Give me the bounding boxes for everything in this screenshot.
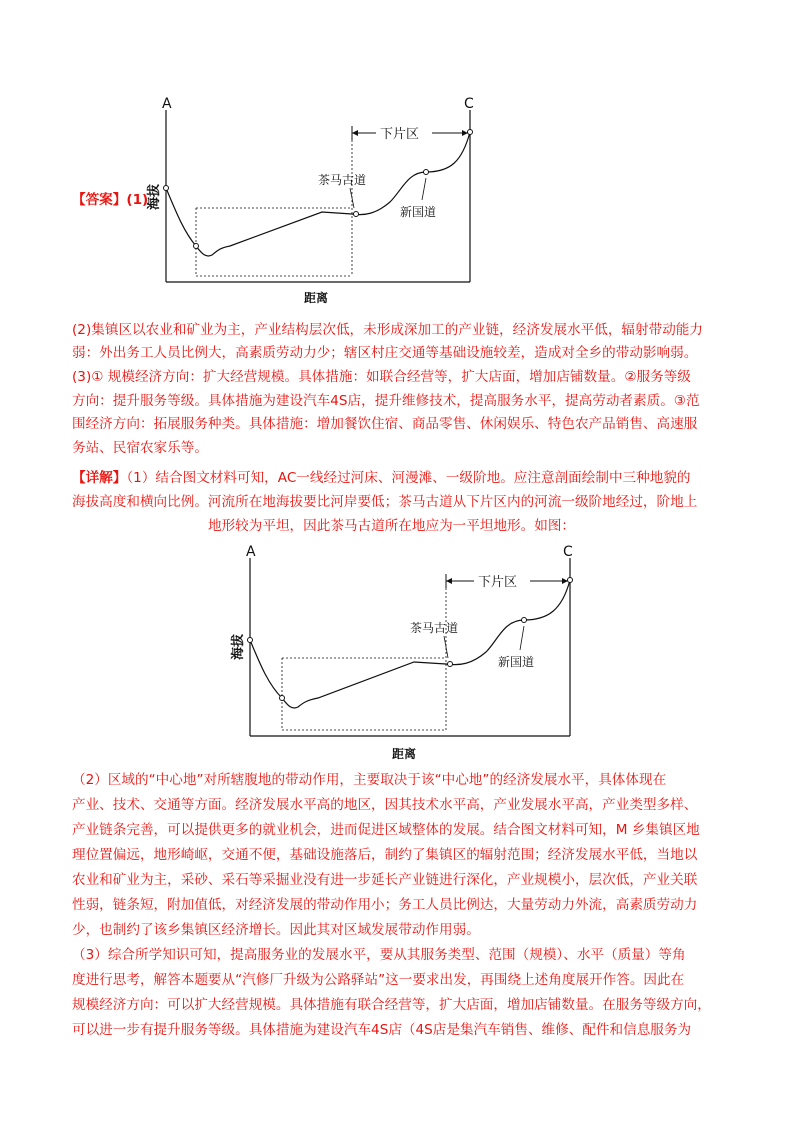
answer-line: 围经济方向：拓展服务种类。具体措施：增加餐饮住宿、商品零售、休闲娱乐、特色农产品销售、高速服 (72, 416, 698, 432)
label-a: A (162, 96, 172, 112)
detail-line: 农业和矿业为主，采砂、采石等采掘业没有进一步延长产业链进行深化，产业规模小，层次低，产业关联 (72, 872, 698, 888)
point-chamaguodao (448, 662, 453, 667)
point-river-edge (194, 244, 199, 249)
axis-x-label: 距离 (392, 747, 417, 761)
label-c: C (464, 96, 474, 112)
answer-label: 【答案】 (72, 192, 127, 208)
label-xiapianqu: 下片区 (478, 575, 518, 590)
detail-line: 理位置偏远，地形崎岖，交通不便，基础设施落后，制约了集镇区的辐射范围；经济发展水平低，当地以 (72, 847, 698, 863)
label-xinguodao: 新国道 (400, 205, 437, 219)
point-xinguodao (424, 170, 429, 175)
detail-line: （2）区域的“中心地”对所辖腹地的带动作用，主要取决于该“中心地”的经济发展水平，具体体现在 (72, 772, 667, 788)
pointer-xinguodao (422, 178, 426, 200)
detail-line: 规模经济方向：可以扩大经营规模。具体措施有联合经营等，扩大店面，增加店铺数量。在服务等级方向， (72, 997, 711, 1013)
point-c (568, 578, 573, 583)
pointer-xinguodao (520, 626, 524, 650)
arrow-right-icon (562, 578, 568, 584)
arrow-left-icon (446, 578, 452, 584)
label-xiapianqu: 下片区 (380, 127, 420, 142)
answer-line: 务站、民宿农家乐等。 (72, 440, 208, 456)
point-river-edge (280, 696, 285, 701)
answer-label-line (72, 190, 148, 210)
profile-curve (250, 580, 570, 708)
detail-line: 海拔高度和横向比例。河流所在地海拔要比河岸要低；茶马古道从下片区内的河流一级阶地经过，阶地上 (72, 494, 698, 510)
axis-y-label: 海拔 (147, 183, 162, 210)
label-c: C (563, 544, 573, 560)
pointer-chamaguodao (444, 636, 448, 658)
detail-line: 可以进一步有提升服务等级。具体措施为建设汽车4S店（4S店是集汽车销售、维修、配件和信息服务为 (72, 1022, 692, 1038)
label-chamaguodao: 茶马古道 (318, 173, 367, 187)
point-a (164, 186, 169, 191)
detail-line: 产业、技术、交通等方面。经济发展水平高的地区，因其技术水平高，产业发展水平高，产业类型多样、 (72, 797, 698, 813)
detail-line: 度进行思考，解答本题要从“汽修厂升级为公路驿站”这一要求出发，再围绕上述角度展开作答。因此在 (72, 972, 685, 988)
detail-figure (222, 540, 582, 765)
profile-curve (166, 132, 470, 256)
answer-part1-prefix: (1) (126, 192, 149, 208)
answer-figure (140, 92, 480, 307)
detail-line: 地形较为平坦，因此茶马古道所在地应为一平坦地形。如图： (208, 518, 576, 534)
answer-line: (3)① 规模经济方向：扩大经营规模。具体措施：如联合经营等，扩大店面，增加店铺数量。②服务等级 (72, 369, 691, 385)
point-a (248, 638, 253, 643)
detail-line: 【详解】（1）结合图文材料可知，AC一线经过河床、河漫滩、一级阶地。应注意剖面绘制中三种地貌的 (72, 470, 691, 486)
arrow-left-icon (352, 130, 358, 136)
point-c (468, 130, 473, 135)
label-chamaguodao: 茶马古道 (410, 621, 459, 635)
label-a: A (246, 544, 256, 560)
point-chamaguodao (354, 212, 359, 217)
point-xinguodao (522, 618, 527, 623)
answer-line: 方向：提升服务等级。具体措施为建设汽车4S店，提升维修技术，提高服务水平，提高劳动者素质。③范 (72, 393, 700, 409)
answer-line: 弱：外出务工人员比例大，高素质劳动力少；辖区村庄交通等基础设施较差，造成对全乡的带动影响弱。 (72, 345, 698, 361)
answer-line: (2)集镇区以农业和矿业为主，产业结构层次低，未形成深加工的产业链，经济发展水平低，辐射带动能力 (72, 322, 703, 338)
detail-label: 【详解】 (72, 470, 127, 486)
detail-line: 性弱，链条短，附加值低，对经济发展的带动作用小；务工人员比例达，大量劳动力外流，高素质劳动力 (72, 897, 698, 913)
axis-y-label: 海拔 (231, 633, 246, 660)
axis-x-label: 距离 (304, 291, 329, 305)
arrow-right-icon (462, 130, 468, 136)
detail-line: 少，也制约了该乡集镇区经济增长。因此其对区域发展带动作用弱。 (72, 922, 480, 938)
detail-line: （3）综合所学知识可知，提高服务业的发展水平，要从其服务类型、范围（规模）、水平（质量）等角 (72, 947, 686, 963)
detail-line: 产业链条完善，可以提供更多的就业机会，进而促进区域整体的发展。结合图文材料可知，M 乡集镇区地 (72, 822, 700, 838)
label-xinguodao: 新国道 (498, 655, 535, 669)
